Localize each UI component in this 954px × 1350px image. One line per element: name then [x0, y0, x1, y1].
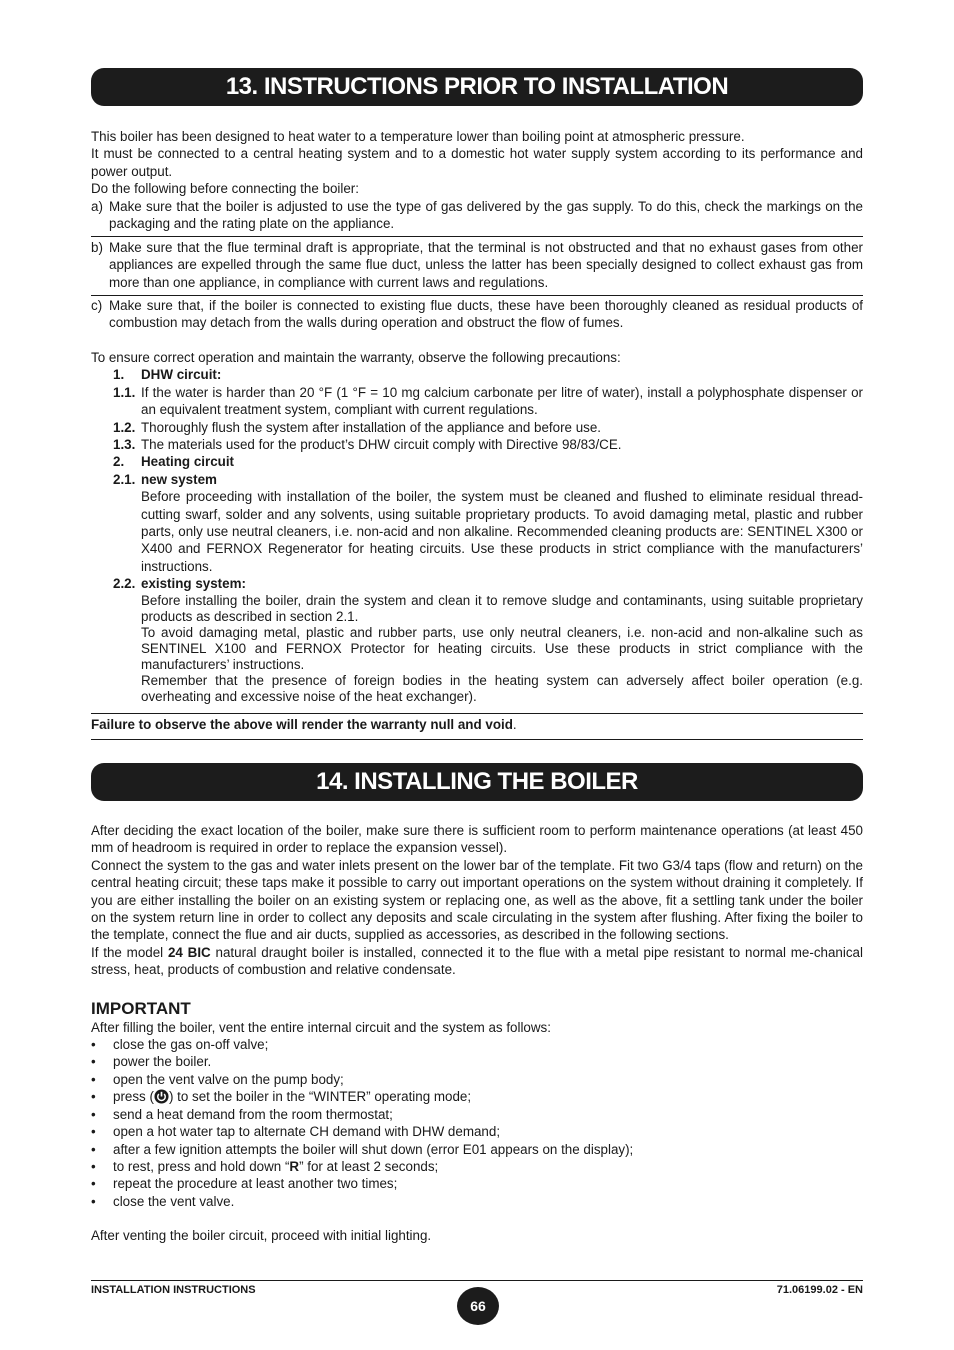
- list-item: [91, 1053, 863, 1070]
- item-text: Make sure that, if the boiler is connected to existing flue ducts, these have been thoroughly cleaned as residual products of combustion may detach from the walls during operation and obstruct the flow of fumes.: [109, 298, 863, 331]
- precaution-number: 2.2.: [113, 576, 136, 592]
- intro-paragraph-3: Do the following before connecting the boiler:: [91, 181, 359, 197]
- bullet: •: [91, 1089, 96, 1105]
- bullet: •: [91, 1037, 96, 1053]
- warning-text: Failure to observe the above will render the warranty null and void: [91, 717, 513, 732]
- precaution-number: 1.2.: [113, 419, 136, 435]
- bullet: •: [91, 1054, 96, 1070]
- precaution-2-2-body-1: Before installing the boiler, drain the system and clean it to remove sludge and contaminants, using suitable proprietary products as described in section 2.1.: [141, 592, 863, 624]
- text-span: natural draught boiler is installed, connected it to the flue with a metal pipe resistant to normal me-chanical stress, heat, products of combustion and relative condensate.: [91, 944, 863, 978]
- precaution-2-1-body: Before proceeding with installation of the boiler, the system must be cleaned and flushed to eliminate residual thread-cutting swarf, solder and any solvents, using suitable proprietary products. To avoid damaging metal, plastic and rubber parts, only use neutral cleaners, i.e. non-acid and non alkaline. Recommended cleaning products are: SENTINEL X300 or X400 and FERNOX Regenerator for heating circuits. Use these products in strict compliance with the manufacturers’ instructions.: [141, 489, 863, 574]
- precaution-text: If the water is harder than 20 °F (1 °F = 10 mg calcium carbonate per litre of water), install a polyphosphate dispenser or an equivalent treatment system, compliant with current regulations.: [141, 384, 863, 418]
- precautions-block: [91, 349, 863, 705]
- s14-paragraph-1: After deciding the exact location of the boiler, make sure there is sufficient room to perform maintenance operations (at least 450 mm of headroom is required in order to replace the expansion vessel).: [91, 823, 863, 856]
- precautions-intro: To ensure correct operation and maintain the warranty, observe the following precautions:: [91, 350, 621, 365]
- list-item-text: close the gas on-off valve;: [113, 1037, 269, 1053]
- item-label: c): [91, 298, 103, 313]
- precaution-2-1: [91, 471, 863, 488]
- footer-divider: [91, 1280, 863, 1281]
- precaution-number: 1.1.: [113, 384, 136, 400]
- list-item: [91, 1193, 863, 1210]
- after-fill-text: After filling the boiler, vent the entire internal circuit and the system as follows:: [91, 1019, 551, 1035]
- checklist-item-c-wrap: [91, 297, 863, 332]
- checklist-item-b: [91, 239, 863, 291]
- item-text: Make sure that the boiler is adjusted to use the type of gas delivered by the gas supply. To do this, check the markings on the packaging and the rating plate on the appliance.: [109, 198, 863, 232]
- list-item-text: power the boiler.: [113, 1054, 212, 1070]
- page-number: 66: [457, 1287, 499, 1325]
- intro-paragraph-2: It must be connected to a central heating system and to a domestic hot water supply system according to its performance and power output.: [91, 146, 863, 179]
- footer-doc-type: INSTALLATION INSTRUCTIONS: [91, 1284, 256, 1296]
- bullet: •: [91, 1193, 96, 1209]
- power-button-icon: [154, 1089, 169, 1104]
- divider: [91, 713, 863, 714]
- precaution-2-2-body-3: Remember that the presence of foreign bodies in the heating system can adversely affect boiler operation (e.g. overheating and excessive noise of the heat exchanger).: [141, 672, 863, 704]
- list-item-text: open a hot water tap to alternate CH demand with DHW demand;: [113, 1124, 501, 1140]
- precaution-2-2-body-2: To avoid damaging metal, plastic and rubber parts, use only neutral cleaners, i.e. non-acid and non-alkaline such as SENTINEL X100 and FERNOX Protector for heating circuits. Use these products in strict compliance with the manufacturers’ instructions.: [141, 624, 863, 672]
- list-item: [91, 1158, 863, 1175]
- divider: [91, 739, 863, 740]
- list-item: [91, 1106, 863, 1123]
- s14-paragraph-3: [91, 944, 863, 979]
- list-item: [91, 1141, 863, 1158]
- precaution-number: 1.3.: [113, 437, 136, 453]
- closing-text: After venting the boiler circuit, proceed with initial lighting.: [91, 1228, 432, 1244]
- footer-doc-code: 71.06199.02 - EN: [776, 1284, 863, 1296]
- checklist-item-b-wrap: [91, 239, 863, 291]
- list-item-text: send a heat demand from the room thermostat;: [113, 1106, 393, 1122]
- bullet: •: [91, 1106, 96, 1122]
- item-label: a): [91, 198, 103, 214]
- list-item-text: press (: [113, 1089, 154, 1105]
- list-item: [91, 1123, 863, 1140]
- list-item: [91, 1088, 863, 1105]
- list-item-text: to rest, press and hold down “: [113, 1158, 290, 1174]
- precaution-2: [91, 453, 863, 470]
- precaution-number: 2.: [113, 454, 125, 470]
- list-item: [91, 1036, 863, 1053]
- bullet: •: [91, 1124, 96, 1140]
- checklist-item-a: [91, 198, 863, 233]
- list-item-text: open the vent valve on the pump body;: [113, 1071, 344, 1087]
- item-label: b): [91, 240, 103, 255]
- list-item-text: ” for at least 2 seconds;: [299, 1158, 439, 1174]
- s14-paragraph-2: Connect the system to the gas and water inlets present on the lower bar of the template. Fit two G3/4 taps (flow and return) on the central heating circuit; these taps make it possible to carry out important operations on the system without draining it completely. If you are either installing the boiler on an existing system or replacing one, as well as the above, fit a settling tank under the boiler on the system return line in order to collect any deposits and scale circulating in the system after flushing. After fixing the boiler to the template, connect the flue and air ducts, supplied as accessories, as described in the following sections.: [91, 857, 863, 943]
- reset-key: R: [289, 1158, 300, 1174]
- precaution-heading: DHW circuit:: [141, 367, 222, 383]
- precaution-text: The materials used for the product’s DHW circuit comply with Directive 98/83/CE.: [141, 437, 622, 453]
- list-item-text: after a few ignition attempts the boiler will shut down (error E01 appears on the display);: [113, 1141, 634, 1157]
- precaution-1-1: [91, 384, 863, 419]
- precaution-1-2: [91, 419, 863, 436]
- divider: [91, 236, 863, 237]
- warranty-warning: [91, 716, 863, 733]
- warning-end: .: [512, 717, 517, 732]
- precaution-heading: existing system:: [141, 576, 246, 592]
- precaution-heading: new system: [141, 471, 217, 487]
- list-item-text: ) to set the boiler in the “WINTER” operating mode;: [168, 1089, 472, 1105]
- precaution-number: 1.: [113, 367, 125, 383]
- precaution-heading: Heating circuit: [141, 454, 235, 470]
- text-span: If the model: [91, 944, 168, 960]
- precaution-number: 2.1.: [113, 471, 136, 487]
- list-item: [91, 1071, 863, 1088]
- section-13-intro: [91, 128, 863, 232]
- model-name: 24 BIC: [167, 944, 211, 960]
- intro-paragraph-1: This boiler has been designed to heat water to a temperature lower than boiling point at atmospheric pressure.: [91, 129, 745, 144]
- list-item-text: repeat the procedure at least another two times;: [113, 1176, 398, 1192]
- precaution-1-3: [91, 436, 863, 453]
- bullet: •: [91, 1141, 96, 1157]
- precaution-1: [91, 366, 863, 383]
- section-14-body: [91, 822, 863, 1245]
- precaution-text: Thoroughly flush the system after installation of the appliance and before use.: [141, 419, 602, 435]
- list-item: [91, 1175, 863, 1192]
- bullet: •: [91, 1071, 96, 1087]
- section-14-title: 14. INSTALLING THE BOILER: [91, 763, 863, 801]
- bullet: •: [91, 1158, 96, 1174]
- checklist-item-c: [91, 297, 863, 332]
- divider: [91, 295, 863, 296]
- important-heading: IMPORTANT: [91, 998, 191, 1018]
- item-text: Make sure that the flue terminal draft is appropriate, that the terminal is not obstructed and that no exhaust gases from other appliances are expelled through the same flue duct, unless the latter has been specially designed to collect exhaust gas from more than one appliance, in compliance with current laws and regulations.: [109, 240, 863, 290]
- list-item-text: close the vent valve.: [113, 1193, 235, 1209]
- bullet: •: [91, 1176, 96, 1192]
- section-13-title: 13. INSTRUCTIONS PRIOR TO INSTALLATION: [91, 68, 863, 106]
- precaution-2-2: [91, 575, 863, 592]
